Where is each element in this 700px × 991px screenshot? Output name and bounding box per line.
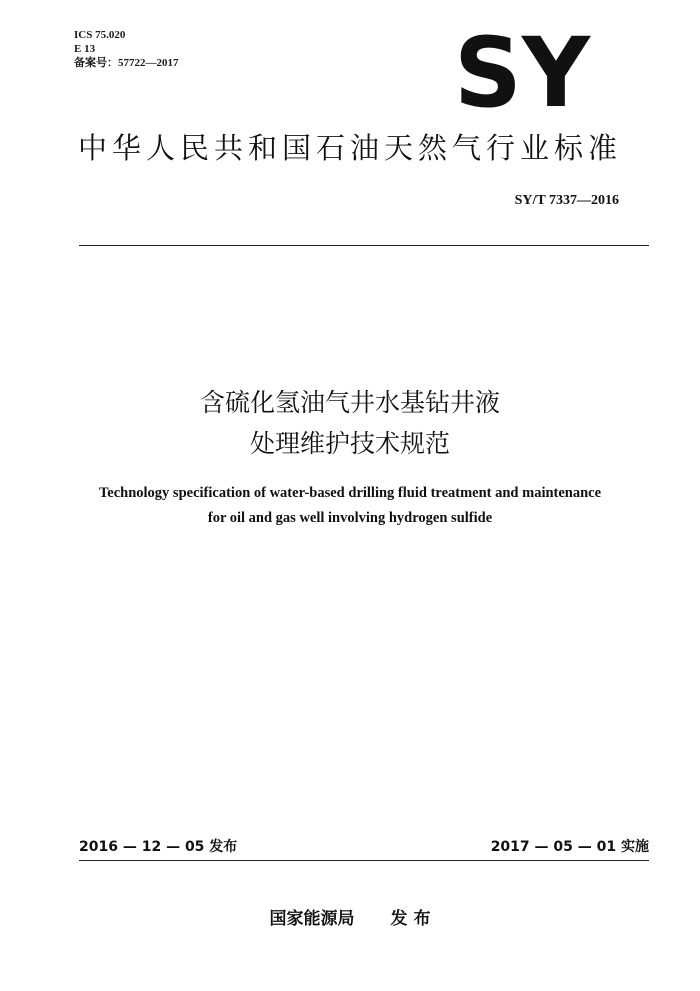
ccs-code: E 13 — [74, 43, 96, 55]
standard-number: SY/T 7337—2016 — [514, 193, 619, 208]
record-number: 备案号：57722—2017 — [74, 57, 179, 69]
publisher-line — [0, 904, 700, 929]
sy-logo-letters: SY — [454, 30, 592, 112]
title-cn-line2: 处理维护技术规范 — [249, 429, 450, 458]
title-en-line1: Technology specification of water-based drilling fluid treatment and maintenance — [98, 485, 602, 501]
issue-date: 2016 — 12 — 05 发布 — [79, 839, 238, 855]
title-en-line2: for oil and gas well involving hydrogen sulfide — [207, 510, 493, 526]
publisher-name: 国家能源局 — [269, 909, 355, 929]
title-cn-line1: 含硫化氢油气井水基钻井液 — [199, 388, 500, 417]
ics-code: ICS 75.020 — [74, 29, 126, 41]
industry-standard-name: 中华人民共和国石油天然气行业标准 — [77, 131, 622, 165]
bottom-divider — [79, 860, 649, 861]
sy-logo — [452, 30, 592, 112]
effective-date: 2017 — 05 — 01 实施 — [490, 839, 649, 855]
publisher-action: 发 布 — [390, 909, 431, 929]
top-divider — [79, 245, 649, 246]
